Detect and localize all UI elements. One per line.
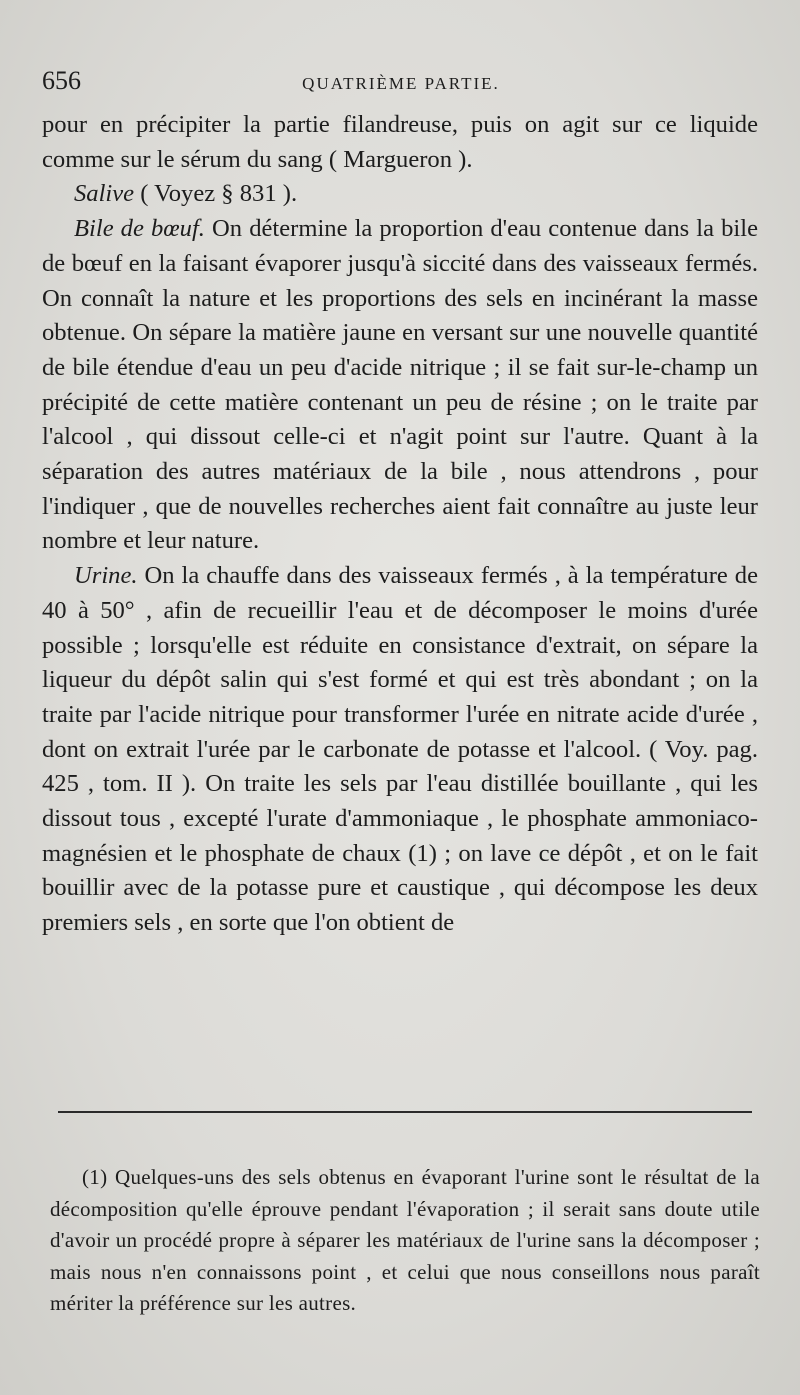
paragraph-bile xyxy=(42,212,758,559)
page-header xyxy=(42,66,760,102)
paragraph-text: pour en précipiter la partie filandreuse, puis on agit sur ce liquide comme sur le sérum du sang ( Margueron ). xyxy=(42,111,758,173)
paragraph-urine xyxy=(42,559,758,941)
page-number: 656 xyxy=(42,66,81,95)
body-text xyxy=(42,108,758,941)
paragraph-heading: Urine. xyxy=(74,562,138,590)
paragraph-heading: Bile de bœuf. xyxy=(74,215,205,243)
paragraph-text: On la chauffe dans des vaisseaux fermés , à la température de 40 à 50° , afin de recueillir l'eau et de décomposer le moins d'urée possible ; lorsqu'elle est réduite en consistance d'extrait, on sépare la liqueur du dépôt salin qui s'est formé et qui est très abondant ; on la traite par l'acide nitrique pour transformer l'urée en nitrate acide d'urée , dont on extrait l'urée par le carbonate de potasse et l'alcool. ( Voy. pag. 425 , tom. II ). On traite les sels par l'eau distillée bouillante , qui les dissout tous , excepté l'urate d'ammoniaque , le phosphate ammoniaco-magnésien et le phosphate de chaux (1) ; on lave ce dépôt , et on le fait bouillir avec de la potasse pure et caustique , qui décompose les deux premiers sels , en sorte que l'on obtient de xyxy=(42,562,758,937)
paragraph-text: ( Voyez § 831 ). xyxy=(134,180,298,208)
paragraph-salive xyxy=(42,177,758,212)
paragraph-text: On détermine la proportion d'eau contenue dans la bile de bœuf en la faisant évaporer jusqu'à siccité dans des vaisseaux fermés. On connaît la nature et les proportions des sels en incinérant la masse obtenue. On sépare la matière jaune en versant sur une nouvelle quantité de bile étendue d'eau un peu d'acide nitrique ; il se fait sur-le-champ un précipité de cette matière contenant un peu de résine ; on le traite par l'alcool , qui dissout celle-ci et n'agit point sur l'autre. Quant à la séparation des autres matériaux de la bile , nous attendrons , pour l'indiquer , que de nouvelles recherches aient fait connaître au juste leur nombre et leur nature. xyxy=(42,215,758,555)
paragraph-heading: Salive xyxy=(74,180,135,208)
running-head: QUATRIÈME PARTIE. xyxy=(302,74,500,93)
footnote: (1) Quelques-uns des sels obtenus en évaporant l'urine sont le résultat de la décomposition qu'elle éprouve pendant l'évaporation ; il serait sans doute utile d'avoir un procédé propre à séparer les matériaux de l'urine sans la décomposer ; mais nous n'en connaissons point , et celui que nous conseillons nous paraît mériter la préférence sur les autres. xyxy=(50,1165,760,1315)
footnote-divider xyxy=(58,1111,752,1113)
paragraph-continuation xyxy=(42,108,758,177)
